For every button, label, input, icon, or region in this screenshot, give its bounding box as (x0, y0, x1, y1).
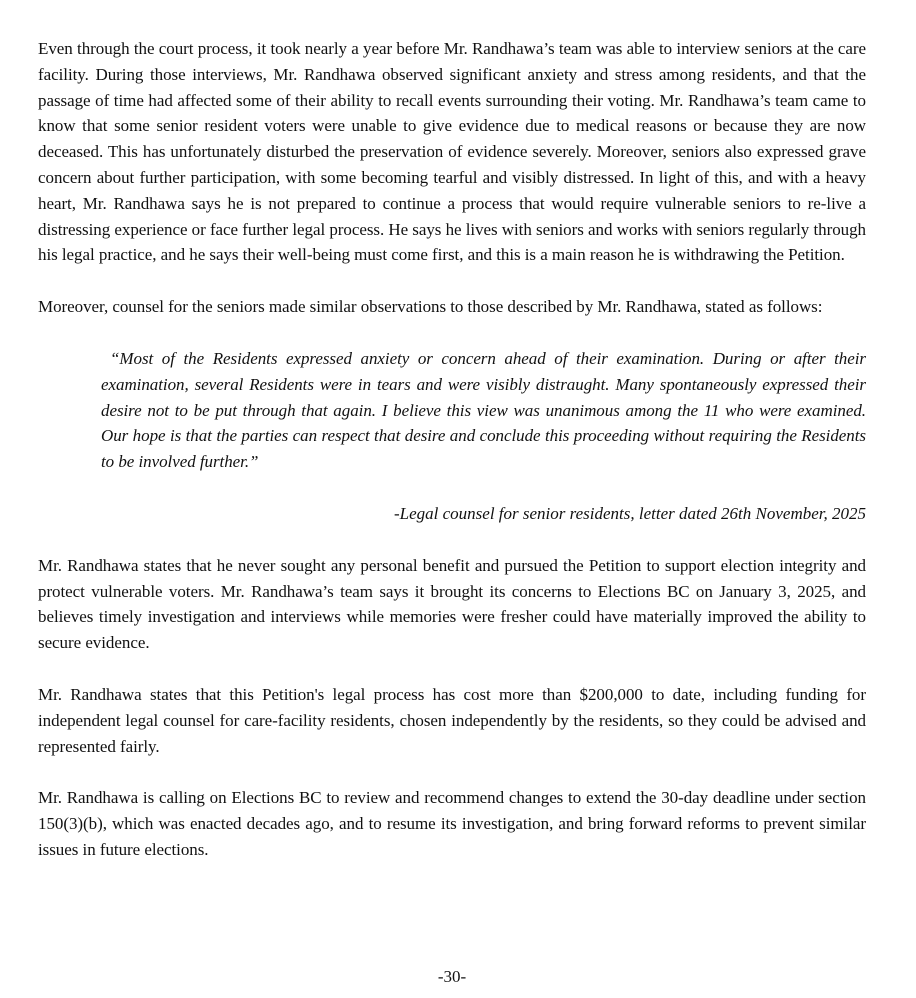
block-quote (38, 346, 866, 527)
quote-attribution: -Legal counsel for senior residents, letter dated 26th November, 2025 (393, 503, 866, 523)
page-number: -30- (437, 967, 467, 986)
quote-body: “Most of the Residents expressed anxiety or concern ahead of their examination. During or after their examination, several Residents were in tears and were visibly distraught. Many spontaneously expressed their desire not to be put through that again. I believe this view was unanimous among the 11 who were examined. Our hope is that the parties can respect that desire and conclude this proceeding without requiring the Residents to be involved further.” (101, 348, 866, 472)
paragraph-call-to-action: Mr. Randhawa is calling on Elections BC to review and recommend changes to extend the 30-day deadline under section 150(3)(b), which was enacted decades ago, and to resume its investigation, and bring forward reforms to prevent similar issues in future elections. (38, 788, 866, 859)
document-page (38, 36, 866, 889)
paragraph-counsel-intro: Moreover, counsel for the seniors made similar observations to those described by Mr. Randhawa, stated as follows: (38, 297, 823, 317)
paragraph-legal-costs: Mr. Randhawa states that this Petition's legal process has cost more than $200,000 to date, including funding for independent legal counsel for care-facility residents, chosen independently by the residents, so they could be advised and represented fairly. (38, 684, 866, 756)
quote-text (101, 346, 866, 475)
paragraph-interviews: Even through the court process, it took nearly a year before Mr. Randhawa’s team was able to interview seniors at the care facility. During those interviews, Mr. Randhawa observed significant anxiety and stress among residents, and that the passage of time had affected some of their ability to recall events surrounding their voting. Mr. Randhawa’s team came to know that some senior resident voters were unable to give evidence due to medical reasons or because they are now deceased. This has unfortunately disturbed the preservation of evidence severely. Moreover, seniors also expressed grave concern about further participation, with some becoming tearful and visibly distressed. In light of this, and with a heavy heart, Mr. Randhawa says he is not prepared to continue a process that would require vulnerable seniors to re-live a distressing experience or face further legal process. He says he lives with seniors and works with seniors regularly through his legal practice, and he says their well-being must come first, and this is a main reason he is withdrawing the Petition. (38, 39, 866, 265)
paragraph-no-personal-benefit: Mr. Randhawa states that he never sought any personal benefit and pursued the Petition to support election integrity and protect vulnerable voters. Mr. Randhawa’s team says it brought its concerns to Elections BC on January 3, 2025, and believes timely investigation and interviews while memories were fresher could have materially improved the ability to secure evidence. (38, 555, 866, 653)
